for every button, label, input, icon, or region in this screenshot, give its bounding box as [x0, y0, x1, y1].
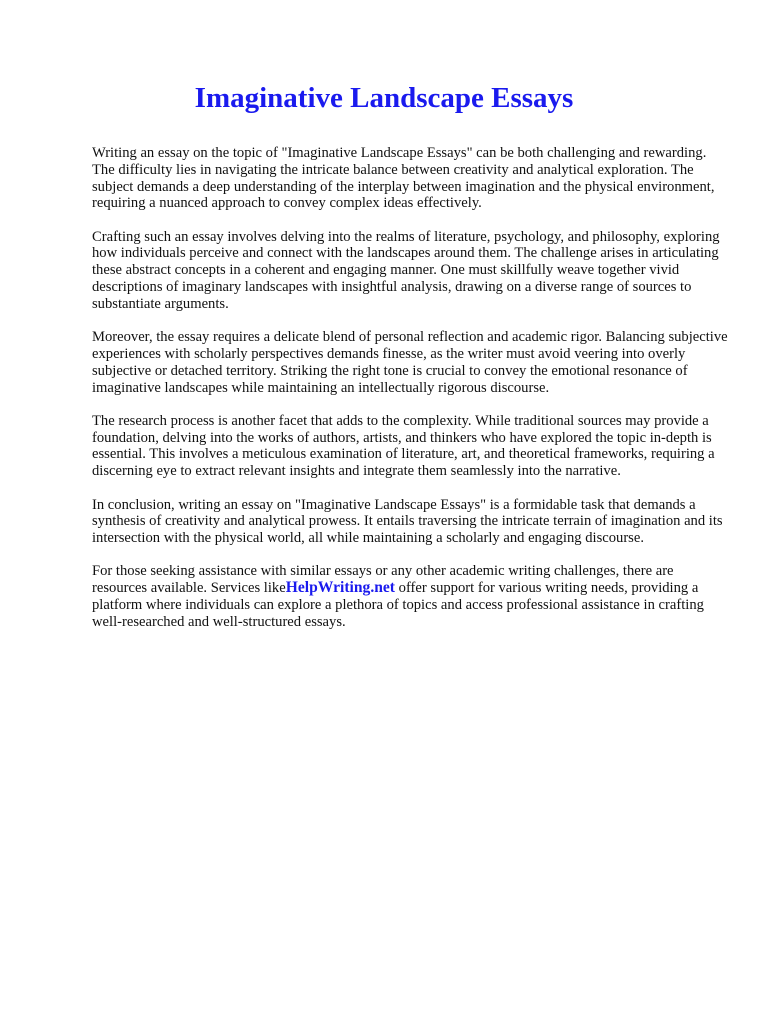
- paragraph-6: [92, 563, 732, 630]
- paragraph-3: Moreover, the essay requires a delicate blend of personal reflection and academic rigor. Balancing subjective experiences with scholarly perspectives demands finesse, as the writer must avoid veering into overly subjective or detached territory. Striking the right tone is crucial to convey the emotional resonance of imaginative landscapes while maintaining an intellectually rigorous discourse.: [92, 329, 728, 396]
- paragraph-5: In conclusion, writing an essay on "Imaginative Landscape Essays" is a formidable task that demands a synthesis of creativity and analytical prowess. It entails traversing the intricate terrain of imagination and its intersection with the physical world, all while maintaining a scholarly and engaging discourse.: [92, 496, 723, 547]
- paragraph-4: The research process is another facet that adds to the complexity. While traditional sources may provide a foundation, delving into the works of authors, artists, and thinkers who have explored the topic in-depth is essential. This involves a meticulous examination of literature, art, and theoretical frameworks, requiring a discerning eye to extract relevant insights and integrate them seamlessly into the narrative.: [92, 412, 715, 480]
- paragraph-6-after-link: offer support for various writing needs, providing a platform where individuals can explore a plethora of topics and access professional assistance in crafting well-researched and well-structured essays.: [92, 580, 704, 630]
- document-body: [92, 145, 732, 647]
- paragraph-6-before-link: For those seeking assistance with similar essays or any other academic writing challenges, there are resources available. Services like: [92, 563, 674, 597]
- helpwriting-link[interactable]: HelpWriting.net: [285, 579, 396, 597]
- paragraph-1: Writing an essay on the topic of "Imaginative Landscape Essays" can be both challenging and rewarding. The difficulty lies in navigating the intricate balance between creativity and analytical exploration. The subject demands a deep understanding of the interplay between imagination and the physical environment, requiring a nuanced approach to convey complex ideas effectively.: [92, 145, 715, 212]
- page-title: Imaginative Landscape Essays: [194, 82, 574, 114]
- paragraph-2: Crafting such an essay involves delving into the realms of literature, psychology, and philosophy, exploring how individuals perceive and connect with the landscapes around them. The challenge arises in articulating these abstract concepts in a coherent and engaging manner. One must skillfully weave together vivid descriptions of imaginary landscapes with insightful analysis, drawing on a diverse range of sources to substantiate arguments.: [92, 228, 720, 312]
